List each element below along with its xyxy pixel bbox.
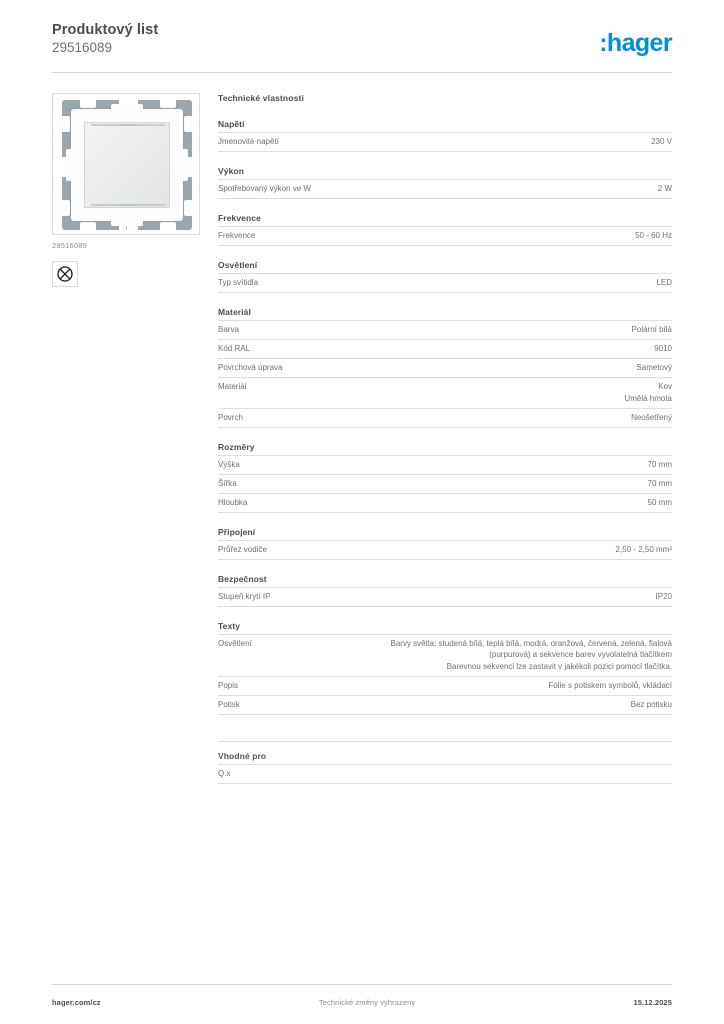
suited-for-heading: Vhodné pro <box>218 750 267 761</box>
spec-row-value <box>262 343 672 355</box>
spec-row-value <box>255 412 672 424</box>
footer-date: 15.12.2025 <box>633 998 672 1007</box>
page-footer <box>52 998 672 1007</box>
spec-row-value <box>291 136 672 148</box>
spec-group-heading: Rozměry <box>218 441 255 452</box>
spec-group <box>218 260 672 293</box>
rocker-button-graphic <box>84 122 170 208</box>
spec-row <box>218 455 672 474</box>
spec-row-value <box>259 497 672 509</box>
spec-row <box>218 587 672 607</box>
spec-row-value <box>251 324 672 336</box>
spec-row <box>218 273 672 293</box>
spec-row <box>218 493 672 513</box>
spec-row-label: Výška <box>218 459 240 469</box>
spec-row-value <box>252 459 672 471</box>
hager-logo: :hager <box>599 29 672 57</box>
lamp-cross-circle-icon <box>52 261 78 287</box>
spec-row-value <box>294 362 672 374</box>
spec-row-label: Frekvence <box>218 231 256 240</box>
spec-group <box>218 574 672 607</box>
spec-group-heading: Osvětlení <box>218 260 258 270</box>
spec-row-value-line: 2,50 - 2,50 mm² <box>615 544 672 554</box>
spec-group-heading: Napětí <box>218 119 245 129</box>
spec-row-value <box>282 591 672 603</box>
spec-row-label: Typ svítidla <box>218 278 259 287</box>
spec-row-label: Povrchová úprava <box>218 363 283 372</box>
spec-row <box>218 320 672 339</box>
spec-group <box>218 442 672 513</box>
spec-row-value-line: Barvy světla: studená bílá, teplá bílá, modrá, oranžová, červená, zelená, fialová <box>390 638 672 648</box>
spec-row <box>218 764 672 784</box>
spec-row-value-line: Umělá hmota <box>624 393 672 403</box>
spec-row-label: Kód RAL <box>218 344 251 353</box>
spec-row-value-line: Sametový <box>636 363 672 372</box>
spec-row-label: Povrch <box>218 412 243 422</box>
spec-row-label: Spotřebovaný výkon ve W <box>218 184 311 193</box>
spec-row-value <box>323 183 672 195</box>
spec-row-label: Popis <box>218 680 239 690</box>
spec-group <box>218 307 672 428</box>
spec-row-value-line: Fólie s potiskem symbolů, vkládací <box>548 680 672 690</box>
header-divider <box>52 72 672 73</box>
suited-for-section <box>218 741 672 784</box>
specifications-column <box>218 93 672 784</box>
footer-disclaimer: Technické změny vyhrazeny <box>318 998 416 1007</box>
footer-divider <box>52 984 672 985</box>
spec-row <box>218 132 672 152</box>
suited-for-rows <box>218 764 672 784</box>
spec-group <box>218 119 672 152</box>
spec-row-value-line: 50 mm <box>647 497 672 507</box>
spec-row-value <box>264 638 672 673</box>
page-title: Produktový list <box>52 22 159 38</box>
cover-plate-graphic <box>71 109 183 221</box>
spec-row <box>218 339 672 358</box>
spec-row-value <box>249 478 672 490</box>
spec-row-value-line: 70 mm <box>647 459 672 469</box>
spec-row-value-line: IP20 <box>655 591 672 601</box>
spec-row-value-line: Barevnou sekvenci lze zastavit v jakékoli pozici pomocí tlačítka. <box>446 661 672 671</box>
specifications-title: Technické vlastnosti <box>218 93 304 103</box>
spec-row-value-line: 230 V <box>651 137 672 146</box>
spec-row <box>218 540 672 560</box>
spec-row-value-line: Polární bílá <box>631 325 672 334</box>
spec-row-label: Hloubka <box>218 497 248 507</box>
spec-row-label: Osvětlení <box>218 638 252 648</box>
spec-row-label: Barva <box>218 325 239 334</box>
spec-row <box>218 634 672 676</box>
product-reference: 29516089 <box>52 40 113 55</box>
spec-group <box>218 621 672 715</box>
spec-row <box>218 377 672 408</box>
spec-row-label: Materiál <box>218 382 247 391</box>
suited-for-divider <box>218 741 672 742</box>
spec-group-heading: Bezpečnost <box>218 573 267 584</box>
spec-row-value <box>267 230 672 242</box>
spec-row <box>218 179 672 199</box>
spec-row <box>218 358 672 377</box>
spec-group-heading: Připojení <box>218 526 256 537</box>
spec-group-heading: Výkon <box>218 166 245 176</box>
spec-row-label: Šířka <box>218 478 237 488</box>
spec-row-value-line: 2 W <box>657 184 672 193</box>
spec-row-label: Stupeň krytí IP <box>218 591 271 601</box>
spec-row <box>218 676 672 695</box>
spec-row-value <box>270 277 672 289</box>
spec-row <box>218 408 672 428</box>
spec-row-label: Potisk <box>218 699 240 709</box>
spec-row-value-line: Kov <box>658 382 672 391</box>
spec-row-value <box>250 680 672 692</box>
spec-row-value-line: Bez potisku <box>630 699 672 709</box>
page-header <box>52 22 672 74</box>
footer-website[interactable]: hager.com/cz <box>52 998 101 1007</box>
spec-row <box>218 226 672 246</box>
spec-group-heading: Materiál <box>218 307 251 317</box>
spec-row-value-line: LED <box>656 278 672 287</box>
spec-group <box>218 166 672 199</box>
specification-groups <box>218 119 672 715</box>
spec-group <box>218 213 672 246</box>
product-image <box>52 93 200 235</box>
spec-row-value <box>258 381 672 404</box>
spec-row <box>218 695 672 715</box>
spec-row-value <box>279 544 672 556</box>
spec-group-heading: Texty <box>218 620 241 631</box>
spec-group <box>218 527 672 560</box>
spec-row-value-line: 70 mm <box>647 478 672 488</box>
spec-row-label: Q.x <box>218 768 231 778</box>
spec-row-label: Průřez vodiče <box>218 544 267 554</box>
spec-row-label: Jmenovité napětí <box>218 137 279 146</box>
spec-row-value-line: 9010 <box>654 344 672 353</box>
spec-group-heading: Frekvence <box>218 213 261 223</box>
spec-row <box>218 474 672 493</box>
spec-row-value-line: 50 - 60 Hz <box>635 231 672 240</box>
product-image-column <box>52 93 202 287</box>
spec-row-value-line: Neošetřený <box>631 412 672 422</box>
spec-row-value-line: (purpurová) a sekvence barev vyvolatelná tlačítkem <box>489 650 672 659</box>
product-image-caption: 29516089 <box>52 241 87 250</box>
spec-row-value <box>252 699 672 711</box>
